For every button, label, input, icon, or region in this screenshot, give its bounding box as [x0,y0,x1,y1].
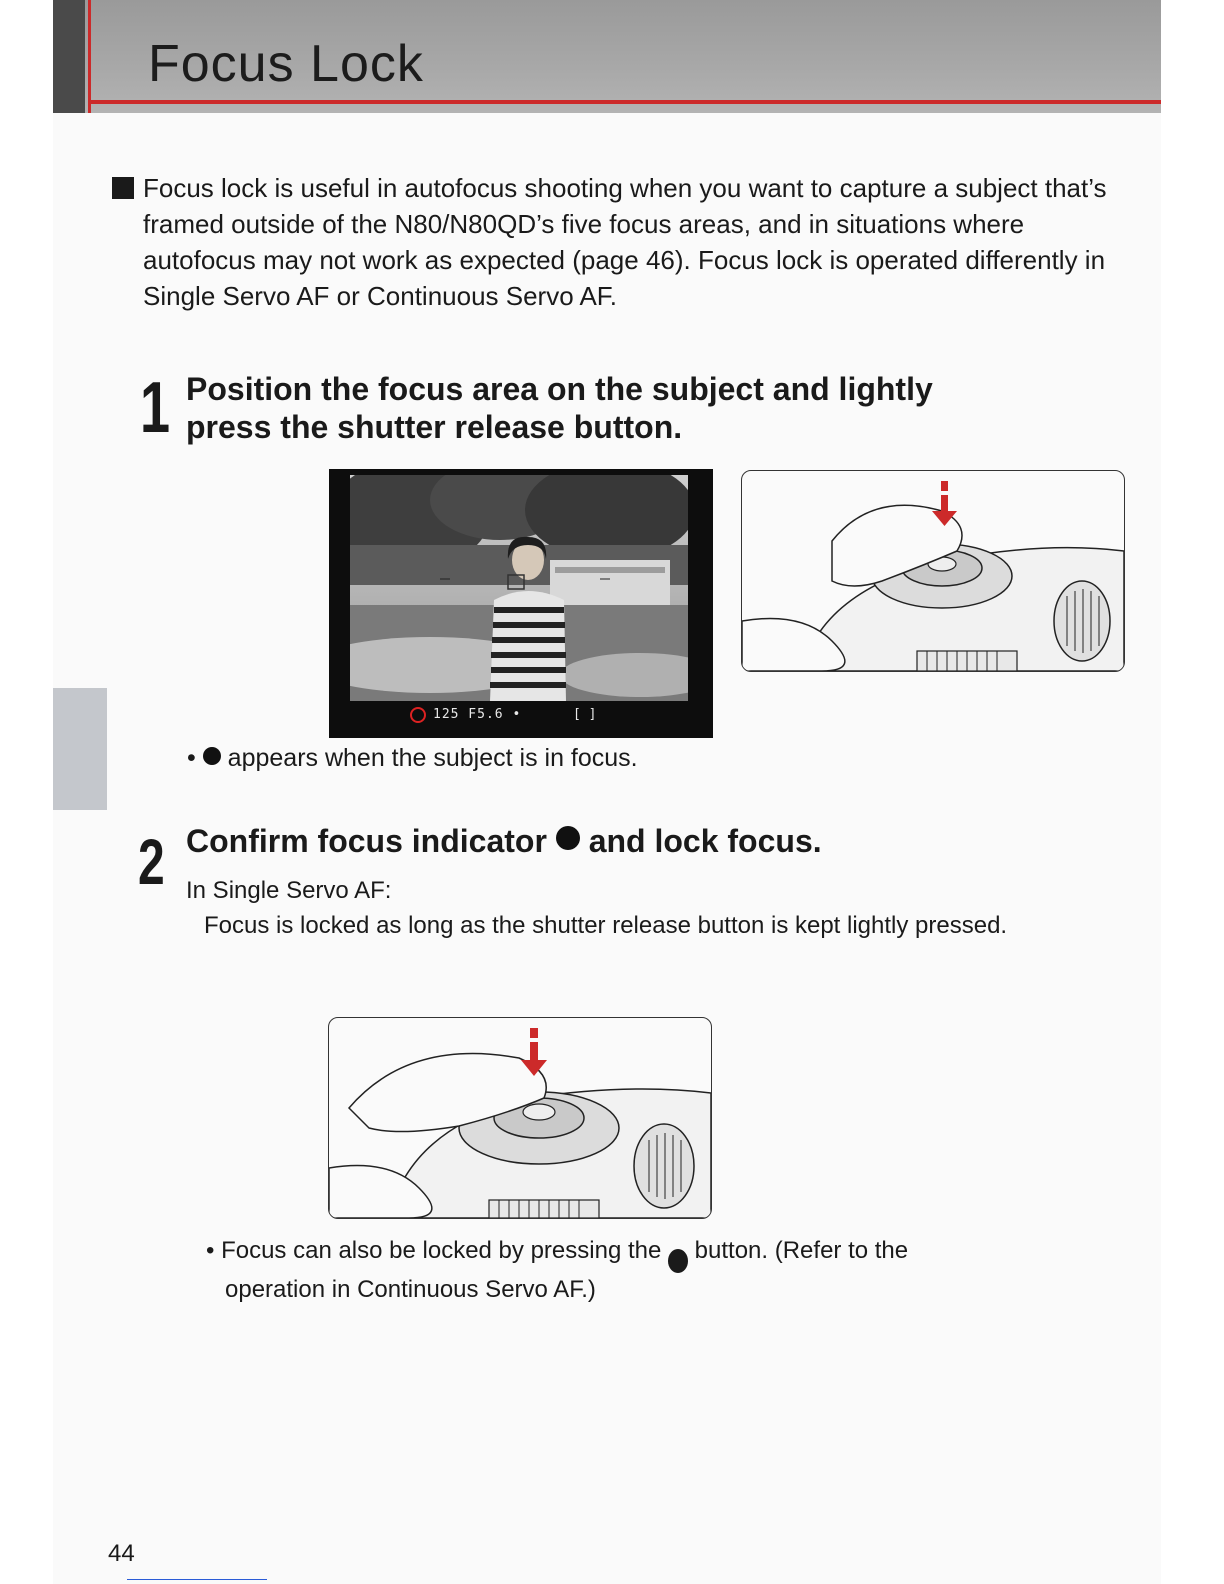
header-red-rule [88,100,1161,104]
page-number: 44 [108,1540,135,1567]
single-servo-body: Focus is locked as long as the shutter release button is kept lightly pressed. [204,912,1008,939]
header-red-rule-vertical [88,0,91,113]
header-dark-bar [53,0,85,113]
in-focus-dot-icon [203,747,221,765]
camera-shutter-drawing [742,471,1124,671]
viewfinder-readout: 125 F5.6 • [433,707,522,722]
step-2-title [186,822,822,860]
in-focus-dot-icon [556,826,580,850]
intro-paragraph [112,170,1122,314]
focus-note [187,744,638,773]
focus-indicator-icon [410,707,426,723]
af-lock-note [206,1234,1046,1306]
page-title: Focus Lock [148,35,424,93]
step-2-title-part-1: Confirm focus indicator [186,823,547,859]
shutter-press-illustration-1 [741,470,1125,672]
shutter-press-illustration-2 [328,1017,712,1219]
step-1-number: 1 [140,368,171,448]
footer-rule [127,1579,267,1580]
af-lock-note-part-1: • Focus can also be locked by pressing the [206,1237,662,1264]
step-1-title [186,370,933,446]
square-bullet-icon [112,177,134,199]
step-2-number: 2 [138,826,165,898]
focus-note-text: appears when the subject is in focus. [227,744,638,772]
page-margin-right [1161,0,1224,1584]
viewfinder-readout-right: [ ] [573,707,597,722]
af-lock-button-icon [668,1249,688,1273]
step-1-title-line-2: press the shutter release button. [186,409,683,445]
camera-shutter-drawing-2 [329,1018,711,1218]
af-lock-note-line-2: operation in Continuous Servo AF.) [225,1276,596,1303]
page-margin-left [0,0,53,1584]
chapter-side-tab [53,688,107,810]
note-bullet: • [187,744,196,772]
viewfinder-photo [350,475,688,701]
step-1-title-line-1: Position the focus area on the subject and lightly [186,371,933,407]
step-2-title-part-2: and lock focus. [588,823,822,859]
af-lock-note-part-2: button. (Refer to the [694,1237,909,1264]
single-servo-heading: In Single Servo AF: [186,877,392,904]
viewfinder-image [329,469,713,738]
intro-text: Focus lock is useful in autofocus shooting when you want to capture a subject that’s framed outside of the N80/N80QD’s five focus areas, and in situations where autofocus may not work as expected (page 46). Focus lock is operated differently in Single Servo AF or Continuous Servo AF. [143,173,1107,311]
